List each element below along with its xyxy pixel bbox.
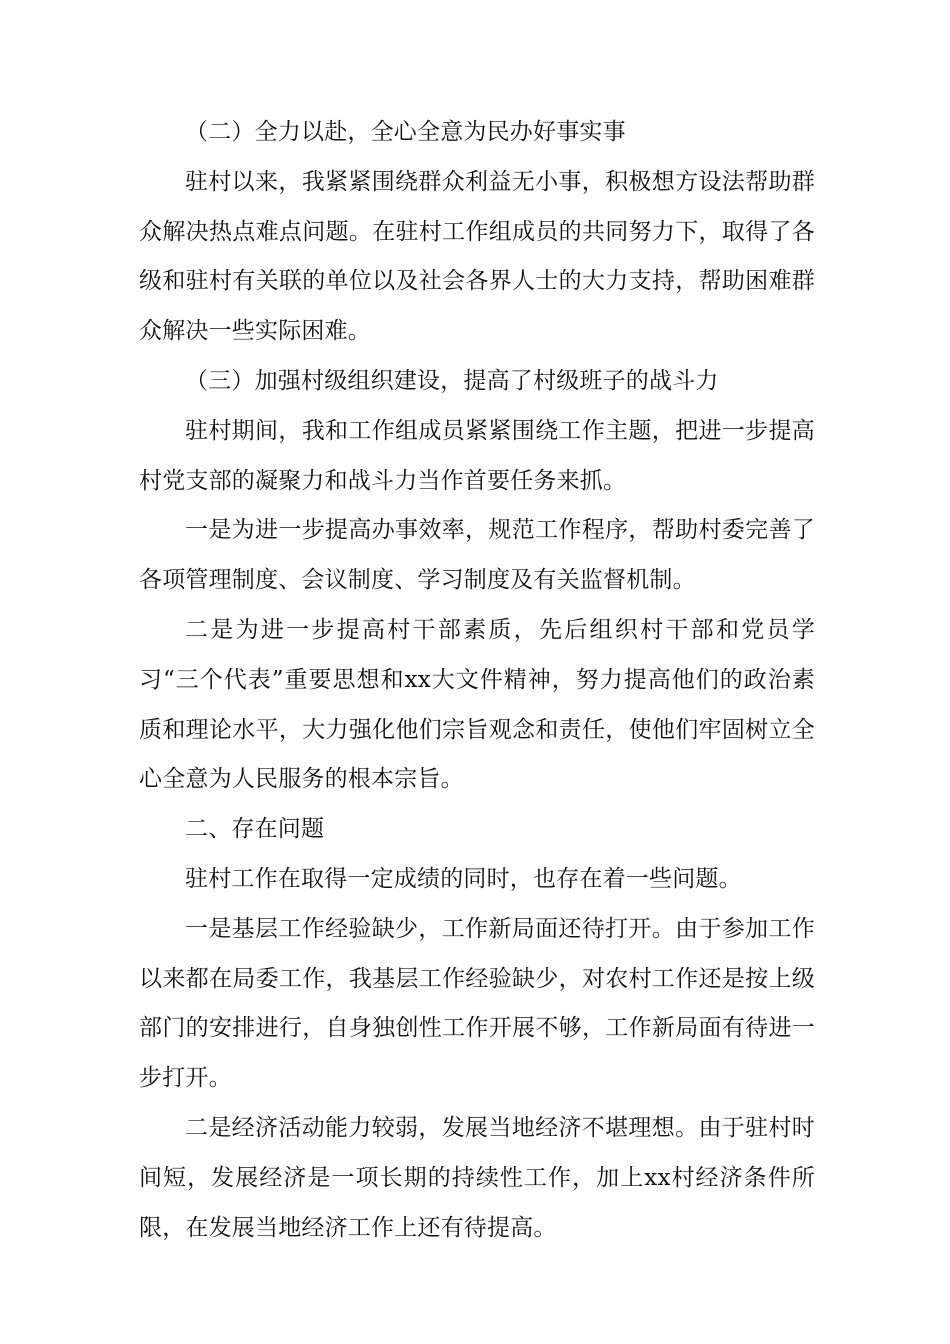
body-paragraph: 一是为进一步提高办事效率，规范工作程序，帮助村委完善了各项管理制度、会议制度、学习制度及有关监督机制。	[139, 517, 815, 594]
body-paragraph: 驻村期间，我和工作组成员紧紧围绕工作主题，把进一步提高村党支部的凝聚力和战斗力当作首要任务来抓。	[139, 417, 815, 494]
body-paragraph: 驻村工作在取得一定成绩的同时，也存在着一些问题。	[185, 865, 742, 892]
body-paragraph: 二是为进一步提高村干部素质，先后组织村干部和党员学习“三个代表”重要思想和xx大文件精神，努力提高他们的政治素质和理论水平，大力强化他们宗旨观念和责任，使他们牢固树立全心全意为人民服务的根本宗旨。	[139, 616, 815, 793]
section-heading-problems: 二、存在问题	[185, 816, 325, 843]
document-body	[139, 108, 815, 1253]
body-paragraph: 一是基层工作经验缺少，工作新局面还待打开。由于参加工作以来都在局委工作，我基层工作经验缺少，对农村工作还是按上级部门的安排进行，自身独创性工作开展不够，工作新局面有待进一步打开。	[139, 915, 815, 1092]
body-paragraph: 驻村以来，我紧紧围绕群众利益无小事，积极想方设法帮助群众解决热点难点问题。在驻村工作组成员的共同努力下，取得了各级和驻村有关联的单位以及社会各界人士的大力支持，帮助困难群众解决一些实际困难。	[139, 168, 815, 345]
section-heading-3: （三）加强村级组织建设，提高了村级班子的战斗力	[185, 367, 719, 394]
body-paragraph: 二是经济活动能力较弱，发展当地经济不堪理想。由于驻村时间短，发展经济是一项长期的持续性工作，加上xx村经济条件所限，在发展当地经济工作上还有待提高。	[139, 1114, 815, 1241]
section-heading-2: （二）全力以赴，全心全意为民办好事实事	[185, 119, 626, 145]
